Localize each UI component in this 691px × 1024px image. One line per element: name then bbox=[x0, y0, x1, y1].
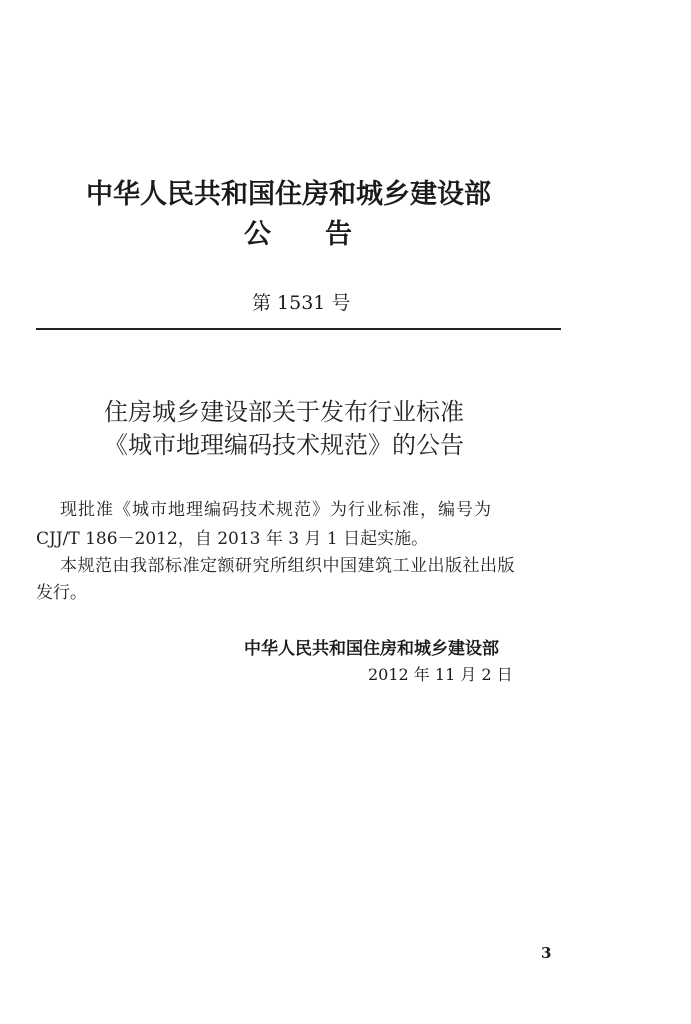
body-line-3: 本规范由我部标准定额研究所组织中国建筑工业出版社出版 bbox=[60, 556, 515, 576]
ministry-title: 中华人民共和国住房和城乡建设部 bbox=[86, 179, 491, 210]
body-line-4: 发行。 bbox=[36, 583, 87, 603]
subject-line-2: 《城市地理编码技术规范》的公告 bbox=[104, 431, 464, 459]
body-line-1: 现批准《城市地理编码技术规范》为行业标准，编号为 bbox=[60, 500, 492, 520]
signature-date: 2012 年 11 月 2 日 bbox=[368, 665, 513, 684]
notice-number: 第 1531 号 bbox=[252, 292, 351, 314]
page-number: 3 bbox=[541, 944, 552, 962]
notice-title-char-1: 公 bbox=[244, 219, 271, 250]
subject-line-1: 住房城乡建设部关于发布行业标准 bbox=[104, 398, 464, 426]
body-line-2: CJJ/T 186－2012，自 2013 年 3 月 1 日起实施。 bbox=[36, 529, 429, 549]
notice-title-char-2: 告 bbox=[325, 219, 352, 250]
signature-issuer: 中华人民共和国住房和城乡建设部 bbox=[244, 639, 499, 659]
header-divider bbox=[36, 328, 561, 330]
notice-title bbox=[244, 212, 352, 251]
